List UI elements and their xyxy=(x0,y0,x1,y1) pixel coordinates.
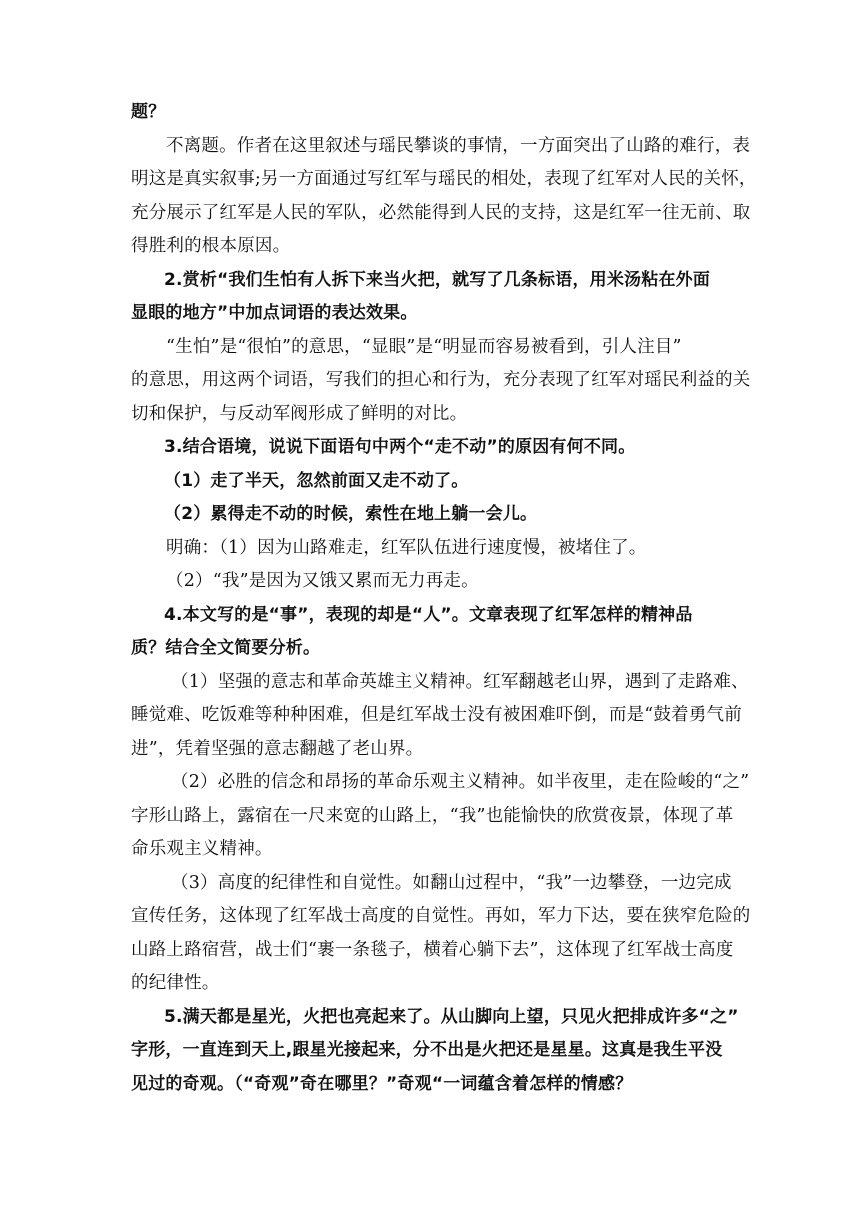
answer-4-point-3-line-4: 的纪律性。 xyxy=(131,973,220,993)
question-3-sentence-1: （1）走了半天，忽然前面又走不动了。 xyxy=(164,470,469,491)
answer-4-point-1-line-3: 进”，凭着坚强的意志翻越了老山界。 xyxy=(131,738,424,759)
answer-1-line-4: 得胜利的根本原因。 xyxy=(131,236,291,256)
answer-2-line-2: 的意思，用这两个词语，写我们的担心和行为，充分表现了红军对瑶民利益的关 xyxy=(131,370,751,390)
answer-3-line-2: （2）“我”是因为又饿又累而无力再走。 xyxy=(166,571,479,591)
answer-4-point-1-line-1: （1）坚强的意志和革命英雄主义精神。红军翻越老山界，遇到了走路难、 xyxy=(171,671,749,692)
answer-4-point-3-line-3: 山路上路宿营，战士们“裹一条毯子，横着心躺下去”，这体现了红军战士高度 xyxy=(131,939,734,960)
question-4-line-2: 质？结合全文简要分析。 xyxy=(131,638,321,658)
question-3-sentence-2: （2）累得走不动的时候，索性在地上躺一会儿。 xyxy=(164,504,538,524)
question-1-continuation: 题？ xyxy=(131,102,166,122)
answer-4-point-2-line-1: （2）必胜的信念和昂扬的革命乐观主义精神。如半夜里，走在险峻的“之” xyxy=(171,772,750,792)
answer-1-line-3: 充分展示了红军是人民的军队，必然能得到人民的支持，这是红军一往无前、取 xyxy=(131,202,751,223)
answer-2-line-1: “生怕”是“很怕”的意思，“显眼”是“明显而容易被看到，引人注目” xyxy=(166,336,682,357)
answer-3-line-1: 明确：（1）因为山路难走，红军队伍进行速度慢，被堵住了。 xyxy=(166,537,647,558)
answer-4-point-2-line-2: 字形山路上，露宿在一尺来宽的山路上，“我”也能愉快的欣赏夜景，体现了革 xyxy=(131,805,734,826)
answer-4-point-3-line-1: （3）高度的纪律性和自觉性。如翻山过程中，“我”一边攀登，一边完成 xyxy=(171,872,732,893)
question-5-line-3: 见过的奇观。（“奇观”奇在哪里？”奇观“一词蕴含着怎样的情感？ xyxy=(131,1073,633,1094)
answer-1-line-1: 不离题。作者在这里叙述与瑶民攀谈的事情，一方面突出了山路的难行，表 xyxy=(166,135,751,156)
answer-4-point-1-line-2: 睡觉难、吃饭难等种种困难，但是红军战士没有被困难吓倒，而是“鼓着勇气前 xyxy=(131,705,742,725)
question-5-line-1: 5.满天都是星光，火把也亮起来了。从山脚向上望，只见火把排成许多“之” xyxy=(164,1006,739,1027)
question-3: 3.结合语境，说说下面语句中两个“走不动”的原因有何不同。 xyxy=(164,437,636,457)
question-2-line-2: 显眼的地方”中加点词语的表达效果。 xyxy=(131,303,418,323)
answer-1-line-2: 明这是真实叙事;另一方面通过写红军与瑶民的相处，表现了红军对人民的关怀， xyxy=(131,169,757,189)
question-2-line-1: 2.赏析“我们生怕有人拆下来当火把，就写了几条标语，用米汤粘在外面 xyxy=(164,269,711,290)
answer-4-point-3-line-2: 宣传任务，这体现了红军战士高度的自觉性。再如，军力下达，要在狭窄危险的 xyxy=(131,906,751,926)
question-5-line-2: 字形，一直连到天上,跟星光接起来，分不出是火把还是星星。这真是我生平没 xyxy=(131,1040,723,1060)
answer-2-line-3: 切和保护，与反动军阀形成了鲜明的对比。 xyxy=(131,403,468,424)
question-4-line-1: 4.本文写的是“事”，表现的却是“人”。文章表现了红军怎样的精神品 xyxy=(164,604,693,625)
answer-4-point-2-line-3: 命乐观主义精神。 xyxy=(131,839,273,859)
